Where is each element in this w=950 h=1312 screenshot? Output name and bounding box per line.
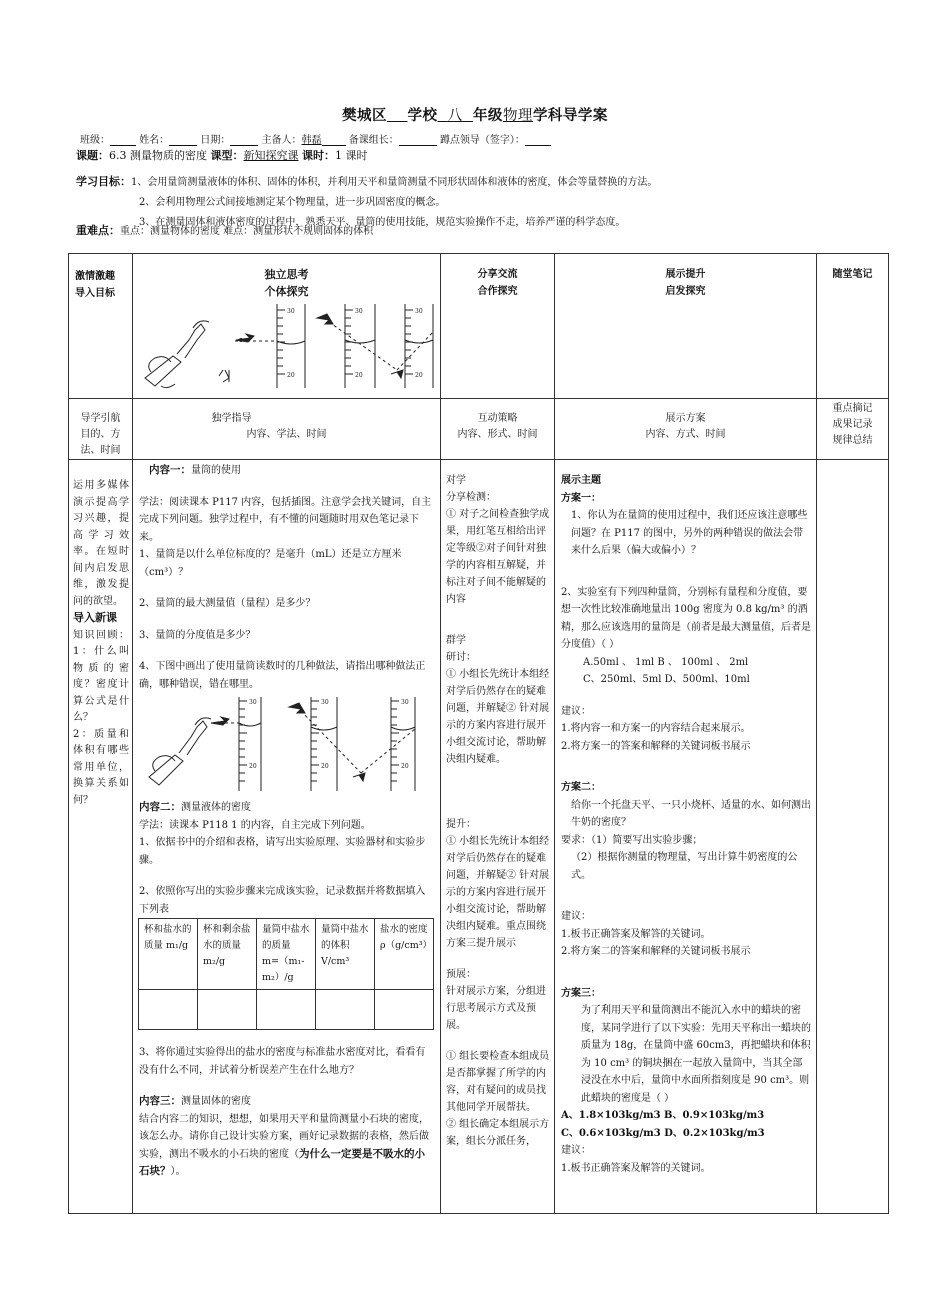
body-scale-30-c: 30 <box>401 699 409 706</box>
lesson-table <box>68 253 889 1214</box>
header-col4: 展示提升 启发探究 <box>555 254 817 399</box>
scale-20-b: 20 <box>355 372 363 379</box>
body-scale-20-c: 20 <box>401 763 409 770</box>
header-col2: 独立思考 个体探究 30 20 30 20 30 20 <box>133 254 441 399</box>
table-subheader-row <box>69 399 889 460</box>
body-scale-30-b: 30 <box>321 699 329 706</box>
table-header-row <box>69 254 889 399</box>
topic-line: 课题：6.3 测量物质的密度 课型：新知探究课 课时：1 课时 <box>76 149 368 162</box>
body-scale-30-a: 30 <box>249 699 257 706</box>
table-header-cell: 杯和盐水的质量 m₁/g <box>139 919 198 990</box>
table-header-cell: 杯和剩余盐水的质量 m₂/g <box>198 919 257 990</box>
table-header-cell: 量筒中盐水的体积 V/cm³ <box>316 919 375 990</box>
table-data-cell[interactable] <box>198 990 257 1030</box>
scale-30-a: 30 <box>287 308 295 315</box>
guide-column: 运用多媒体演示提高学习兴趣，提高学习效率。在短时间内启发思维，激发提问的欲望。 导入新课 知识回顾：1：什么叫物质的密度？密度计算公式是什么？ 2：质量和体积有哪些常用单位，换算关系如何？ <box>69 460 133 1214</box>
subheader-col2: 独学指导 内容、学法、时间 <box>133 399 441 460</box>
subheader-col1: 导学引航 目的、方 法、时间 <box>69 399 133 460</box>
self-study-column: 内容一：量筒的使用 学法：阅读课本 P117 内容，包括插图。注意学会找关键词，自主完成下列问题。独学过程中，有不懂的问题随时用双色笔记录下来。 1、量筒是以什么单位标度的？是毫升（mL）还是立方厘米（cm³）？ 2、量筒的最大测量值（量程）是多少？ 3、量筒的分度值是多少？ 4、下图中画出了使用量筒读数时的几种做法，请指出哪种做法正确，哪种错误，错在哪里。 30 20 30 20 30 20 内容二：测量液体的密度 学法：读课本 P118 1 的内容，自主完成下列问题。 1、依据书中的介绍和表格，请写出实验原理、实验器材和实验步骤。 2、依照你写出的实验步骤来完成该实验，记录数据并将数据填入下列表 杯和盐水的质量 m₁/g 杯和剩余盐水的质量 m₂/g 量筒中盐水的质量 m=（m₁-m₂）/g 量筒中盐水的体积 V/cm³ 盐水的密度 ρ（g/cm³） 3、将你通过实验得出的盐水的密度与标准盐水密度对比，看看有没有什么不同，并试着分析误差产生在什么地方？ 内容三：测量固体的密度 结合内容二的知识，想想，如果用天平和量筒测量小石块的密度，该怎么办。请你自己设计实验方案，画好记录数据的表格，然后做实验，测出不吸水的小石块的密度（为什么一定要是不吸水的小石块？）。 <box>133 460 441 1214</box>
learning-goals: 学习目标：1、会用量筒测量液体的体积、固体的体积，并利用天平和量筒测量不同形状固体和液体的密度，体会等量替换的方法。 2、会利用物理公式间接地测定某个物理量，进一步巩固密度的概念。 3、在测量固体和液体密度的过程中，熟悉天平、量筒的使用技能，规范实验操作不走，培养严谨的科学态度。 <box>76 175 658 228</box>
interaction-column: 对学 分享检测： ① 对子之间检查独学成果，用红笔互相给出评定等级②对子间针对独学的内容相互解疑，并标注对子间不能解疑的内容 群学 研讨： ① 小组长先统计本组经对学后仍然存在的疑难问题，并解疑② 针对展示的方案内容进行展开小组交流讨论，帮助解决组内疑难。 提升： ① 小组长先统计本组经对学后仍然存在的疑难问题，并解疑② 针对展示的方案内容进行展开小组交流讨论，帮助解决组内疑难。重点围绕方案三提升展示 预展： 针对展示方案，分组进行思考展示方式及预展。 ① 组长要检查本组成员是否都掌握了所学的内容，对有疑问的成员找其他同学开展帮扶。 ② 组长确定本组展示方案，组长分派任务， <box>441 460 555 1214</box>
table-data-cell[interactable] <box>375 990 434 1030</box>
table-data-cell[interactable] <box>139 990 198 1030</box>
presentation-column: 展示主题 方案一： 1、你认为在量筒的使用过程中，我们还应该注意哪些问题？在 P117 的图中，另外的两种错误的做法会带来什么后果（偏大或偏小）？ 2、实验室有下列四种量筒，分别标有量程和分度值，要想一次性比较准确地量出 100g 密度为 0.8 kg/m³ 的酒精，那么应该选用的量筒是（前者是最大测量值，后者是分度值）（ ） A.50ml 、 1ml B 、 100ml 、 2ml C、250ml、5ml D、500ml、10ml 建议： 1.将内容一和方案一的内容结合起来展示。 2.将方案一的答案和解释的关键词板书展示 方案二： 给你一个托盘天平、一只小烧杯、适量的水、如何测出牛奶的密度？ 要求：（1）简要写出实验步骤； （2）根据你测量的物理量，写出计算牛奶密度的公式。 建议： 1.板书正确答案及解答的关键词。 2.将方案二的答案和解释的关键词板书展示 方案三： 为了利用天平和量筒测出不能沉入水中的蜡块的密度，某同学进行了以下实验：先用天平称出一蜡块的质量为 18g，在量筒中盛 60cm3，再把蜡块和体积为 10 cm³ 的铜块捆在一起放入量筒中，当其全部浸没在水中后，量筒中水面所指刻度是 90 cm³。则此蜡块的密度是（ ） A、1.8×103kg/m3 B、0.9×103kg/m3 C、0.6×103kg/m3 D、0.2×103kg/m3 建议： 1.板书正确答案及解答的关键词。 <box>555 460 817 1214</box>
page-title: 樊城区 学校 八 年级物理学科导学案 <box>342 107 608 124</box>
table-header-cell: 盐水的密度 ρ（g/cm³） <box>375 919 434 990</box>
table-header-cell: 量筒中盐水的质量 m=（m₁-m₂）/g <box>257 919 316 990</box>
saltwater-data-table <box>138 918 434 1030</box>
table-data-cell[interactable] <box>257 990 316 1030</box>
scale-20-a: 20 <box>287 372 295 379</box>
cylinder-reading-figure-top <box>133 300 439 390</box>
table-body-row <box>69 460 889 1214</box>
header-col3: 分享交流 合作探究 <box>441 254 555 399</box>
subheader-col4: 展示方案 内容、方式、时间 <box>555 399 817 460</box>
key-points: 重难点：重点：测量物体的密度 难点：测量形状不规则固体的体积 <box>76 224 374 237</box>
subheader-col3: 互动策略 内容、形式、时间 <box>441 399 555 460</box>
body-scale-20-b: 20 <box>321 763 329 770</box>
body-scale-20-a: 20 <box>249 763 257 770</box>
scale-30-b: 30 <box>355 308 363 315</box>
scale-30-c: 30 <box>415 308 423 315</box>
scale-20-c: 20 <box>415 372 423 379</box>
header-col5: 随堂笔记 <box>817 254 889 399</box>
subheader-col5: 重点摘记 成果记录 规律总结 <box>817 399 889 460</box>
header-col1: 激情激趣 导入目标 <box>69 254 133 399</box>
cylinder-reading-figure-body <box>139 693 435 793</box>
notes-column[interactable] <box>817 460 889 1214</box>
info-line: 班级： 姓名： 日期： 主备人：韩磊 备课组长： 蹲点领导（签字）： <box>80 131 551 146</box>
table-data-cell[interactable] <box>316 990 375 1030</box>
